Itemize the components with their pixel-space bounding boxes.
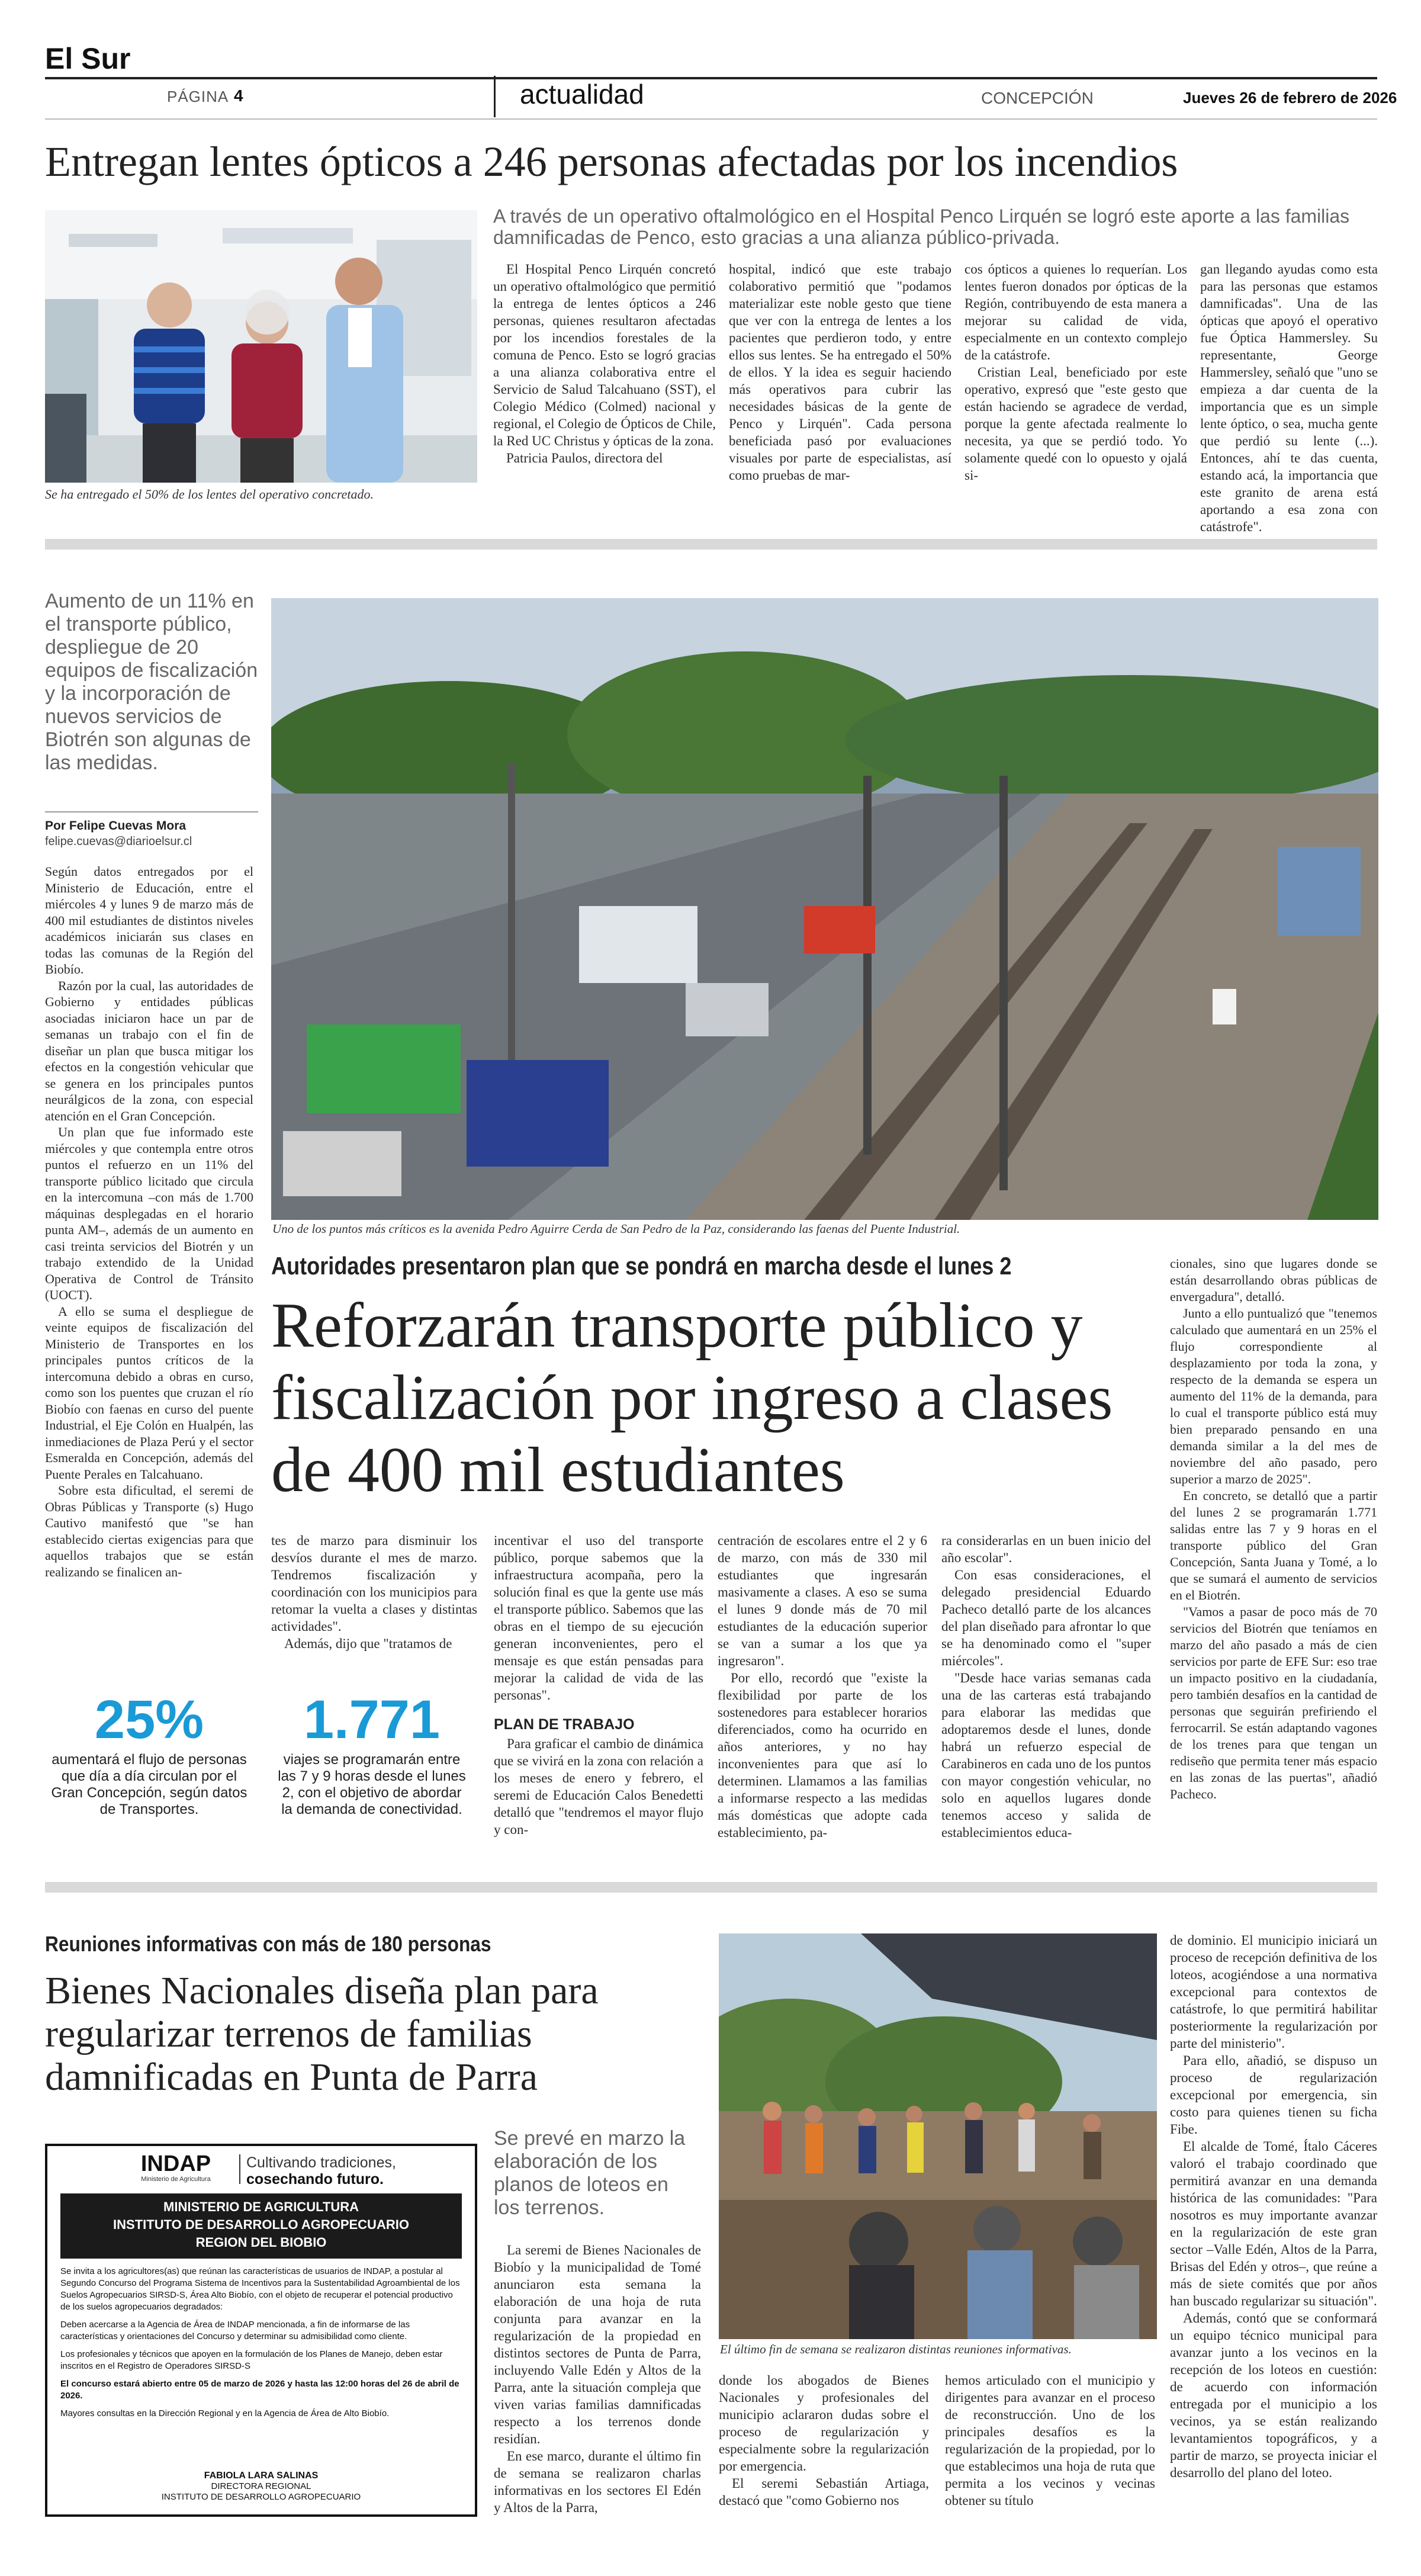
paragraph: "Vamos a pasar de poco más de 70 servicios del Biotrén que teníamos en marzo del año pasado a más de cien servicios por parte de EFE Sur: eso trae un impacto positivo en la ciudadanía, pero también desafíos en la cantidad de personas que seguirán prefiriendo el ferrocarril. Se están adaptando vagones de los trenes para que tengan un rediseño que permita tener más espacio en las zonas de las puertas", añadió Pacheco. <box>1170 1604 1377 1801</box>
paragraph: cos ópticos a quienes lo requerían. Los lentes fueron donados por ópticas de la Región, contribuyendo de esta manera a mejorar su calidad de vida, especialmente en un contexto complejo de la catástrofe. <box>965 262 1187 362</box>
article3-col1 <box>494 2241 701 2516</box>
stat2-text: viajes se programarán entre las 7 y 9 horas desde el lunes 2, con el objetivo de abordar la demanda de conectividad. <box>278 1752 466 1817</box>
page-label: PÁGINA <box>167 88 229 105</box>
stat2-value: 1.771 <box>303 1690 441 1750</box>
newspaper-name: El Sur <box>45 42 131 75</box>
ad-paragraph: Se invita a los agricultores(as) que reúnan las características de usuarios de INDAP, a postular al Segundo Concurso del Programa Sistema de Incentivos para la Sustentabilidad Agroambiental de los Suelos Agropecuarios SIRSD-S, Área Alto Biobío, con el objeto de recuperar el potencial productivo de los suelos agropecuarios degradados: <box>60 2266 460 2312</box>
byline-rule <box>45 811 258 812</box>
page-number: 4 <box>234 86 243 105</box>
ad-paragraph: Los profesionales y técnicos que apoyen en la formulación de los Planes de Manejo, deben estar inscritos en el Registro de Operadores SIRSD-S <box>60 2349 443 2371</box>
paragraph: centración de escolares entre el 2 y 6 de marzo, con más de 330 mil estudiantes que ingresarán masivamente a clases. A eso se suma el lunes 9 donde más de 70 mil estudiantes de la educación superior se van a sumar a los que ya ingresaron". <box>718 1533 927 1668</box>
ad-paragraph: El concurso estará abierto entre 05 de marzo de 2026 y hasta las 12:00 horas del 26 de abril de 2026. <box>60 2379 459 2401</box>
hospital-staff-photo <box>45 210 477 483</box>
article2-caption: Uno de los puntos más críticos es la avenida Pedro Aguirre Cerda de San Pedro de la Paz, considerando las faenas del Puente Industrial. <box>272 1222 960 1236</box>
article2-photo <box>271 598 1378 1220</box>
paragraph: En ese marco, durante el último fin de semana se realizaron charlas informativas en los sectores El Edén y Altos de la Parra, <box>494 2449 701 2515</box>
section-divider <box>494 76 496 117</box>
ad-sign-role2: INSTITUTO DE DESARROLLO AGROPECUARIO <box>161 2492 361 2502</box>
article1-col4 <box>1200 261 1378 535</box>
article3-caption: El último fin de semana se realizaron distintas reuniones informativas. <box>720 2342 1072 2356</box>
city-label: CONCEPCIÓN <box>981 89 1094 107</box>
paragraph: Para graficar el cambio de dinámica que se vivirá en la zona con relación a los meses de enero y febrero, el seremi de Educación Calos Benedetti detalló que "tendremos el mayor flujo y con- <box>494 1736 703 1837</box>
indap-logo-sub: Ministerio de Agricultura <box>141 2176 211 2183</box>
paragraph: En concreto, se detalló que a partir del lunes 2 se programarán 1.771 salidas entre las 7 y 9 horas en el transporte público del Gran Concepción, Santa Juana y Tomé, a lo que se sumará el aumento de servicios en el Biotrén. <box>1170 1488 1377 1602</box>
article3-photo <box>719 1933 1157 2339</box>
paragraph: Con esas consideraciones, el delegado presidencial Eduardo Pacheco detalló parte de los alcances del plan diseñado para afrontar lo que se ha denominado como el "super miércoles". <box>941 1568 1151 1668</box>
article1-col2 <box>729 261 951 484</box>
paragraph: Además, contó que se conformará un equipo técnico municipal para avanzar junto a los vecinos en la recepción de los loteos en cuestión: de acuerdo con información entregada por el municipio a los vecinos, ya se están realizando levantamientos topográficos, y a partir de marzo, se proyecta iniciar el desarrollo del plano del loteo. <box>1170 2311 1377 2480</box>
paragraph: cionales, sino que lugares donde se están desarrollando obras públicas de envergadura", detalló. <box>1170 1256 1377 1304</box>
paragraph: La seremi de Bienes Nacionales de Biobío y la municipalidad de Tomé anunciaron esta semana la elaboración de una hoja de ruta conjunta para avanzar en la regularización de la propiedad en distintos sectores de Punta de Parra, incluyendo Valle Edén y Altos de la Parra, ante la situación compleja que viven varias familias damnificadas respecto a los terrenos donde residían. <box>494 2243 701 2446</box>
paragraph: El alcalde de Tomé, Ítalo Cáceres valoró el trabajo coordinado que permitirá avanzar en una demanda histórica de las comunidades: "Para nosotros es muy importante avanzar en la regularización de este gran sector –Valle Edén, Altos de la Parra, Brisas del Edén y otros–, que reúne a más de siete comités que por años han buscado regularizar su situación". <box>1170 2139 1377 2308</box>
stat1-value: 25% <box>94 1690 204 1750</box>
community-meeting-photo <box>719 1933 1157 2339</box>
indap-slogan2: cosechando futuro. <box>246 2171 384 2188</box>
paragraph: Un plan que fue informado este miércoles y que contempla entre otros puntos el refuerzo en un 11% del transporte público licitado que circula en la intercomuna –con más de 1.700 máquinas desplegadas en el horario punta AM–, además de un aumento en casi treinta servicios del Biotrén y un trabajo extendido de la Unidad Operativa de Control de Tránsito (UOCT). <box>45 1125 253 1302</box>
article1-title: Entregan lentes ópticos a 246 personas afectadas por los incendios <box>45 138 1178 185</box>
article1-caption: Se ha entregado el 50% de los lentes del operativo concretado. <box>45 487 374 502</box>
article2-col6 <box>1170 1255 1377 1803</box>
ad-banner-line2: INSTITUTO DE DESARROLLO AGROPECUARIO <box>113 2217 409 2232</box>
indap-slogan1: Cultivando tradiciones, <box>246 2154 396 2171</box>
article3-title: Bienes Nacionales diseña plan para regularizar terrenos de familias damnificadas en Punta de Parra <box>45 1969 599 2099</box>
article2-col-left <box>45 863 253 1580</box>
paragraph: donde los abogados de Bienes Nacionales y profesionales del municipio aclararon dudas sobre el proceso de regularización y especialmente sobre la regularización por emergencia. <box>719 2373 929 2474</box>
paragraph: Junto a ello puntualizó que "tenemos calculado que aumentará en un 25% el flujo correspondiente al desplazamiento por toda la zona, y respecto de la demanda se espera un aumento del 11% de la demanda, para lo cual el transporte público está muy bien preparado pensando en una demanda similar a la del mes de noviembre del año pasado, pero superior a marzo de 2025". <box>1170 1306 1377 1486</box>
article1-photo <box>45 210 477 483</box>
paragraph: "Desde hace varias semanas cada una de las carteras está trabajando para elaborar las medidas que adoptaremos desde el lunes, donde habrá un refuerzo especial de Carabineros en cada uno de los puntos con mayor congestión vehicular, no solo en aquellos lugares donde tenemos acceso y salida de establecimientos educa- <box>941 1671 1151 1840</box>
paragraph: Sobre esta dificultad, el seremi de Obras Públicas y Transporte (s) Hugo Cautivo manifestó que "se han establecido ciertas exigencias para que aquellos trabajos que se están realizando se finalicen an- <box>45 1483 253 1579</box>
article2-col5 <box>941 1532 1151 1841</box>
date-label: Jueves 26 de febrero de 2026 <box>1183 89 1397 107</box>
ad-banner-line3: REGION DEL BIOBIO <box>195 2235 327 2250</box>
section-name: actualidad <box>520 79 644 110</box>
article2-sidebar-lead: Aumento de un 11% en el transporte público, despliegue de 20 equipos de fiscalización y la incorporación de nuevos servicios de Biotrén son algunas de las medidas. <box>45 590 258 774</box>
paragraph: incentivar el uso del transporte público, porque sabemos que la infraestructura acompaña, pero la solución final es que la gente use más el transporte público. Sabemos que las obras en el tiempo de su ejecución generan inconvenientes, pero el mensaje es que están pensadas para mejorar la calidad de vida de las personas". <box>494 1533 703 1703</box>
article1-lead: A través de un operativo oftalmológico en el Hospital Penco Lirquén se logró este aporte a las familias damnificadas de Penco, esto gracias a una alianza público-privada. <box>493 205 1350 248</box>
paragraph: Cristian Leal, beneficiado por este operativo, expresó que "este gesto que están haciendo se agradece de verdad, porque la gente afectada realmente lo necesita, ya que se perdió todo. Yo solamente quedé con lo opuesto y ojalá si- <box>965 365 1187 483</box>
ad-sign-role1: DIRECTORA REGIONAL <box>211 2481 311 2491</box>
article2-col2 <box>271 1532 477 1652</box>
article3-kicker: Reuniones informativas con más de 180 personas <box>45 1932 491 1956</box>
logo-divider <box>239 2154 240 2184</box>
article3-col3 <box>945 2372 1155 2509</box>
header-rule <box>45 77 1377 79</box>
indap-ad <box>45 2144 477 2517</box>
paragraph: Por ello, recordó que "existe la flexibilidad por parte de los sostenedores para establecer horarios diferenciados, como ha ocurrido en años anteriores, y no hay inconvenientes para que así lo determinen. Llamamos a las familias a informarse respecto a las medidas más domésticas que adopte cada establecimiento, pa- <box>718 1671 927 1840</box>
paragraph: Para ello, añadió, se dispuso un proceso de regularización excepcional por emergencia, sin costo para quienes tienen su ficha Fibe. <box>1170 2053 1377 2137</box>
paragraph: Además, dijo que "tratamos de <box>284 1636 452 1651</box>
ad-banner-line1: MINISTERIO DE AGRICULTURA <box>163 2199 359 2214</box>
ad-paragraph: Deben acercarse a la Agencia de Área de INDAP mencionada, a fin de informarse de las características y orientaciones del Concurso y determinar su admisibilidad como cliente. <box>60 2320 410 2341</box>
ad-signature <box>47 2471 475 2503</box>
section-separator <box>45 1882 1377 1893</box>
paragraph: hemos articulado con el municipio y dirigentes para avanzar en el proceso de reconstrucción. Uno de los principales desafíos es la regularización de la propiedad, por lo que establecimos una hoja de ruta que permita a los vecinos y vecinas obtener su título <box>945 2373 1155 2508</box>
article2-col3b <box>494 1735 703 1838</box>
indap-logo-text: INDAP <box>140 2151 211 2176</box>
article2-col4 <box>718 1532 927 1841</box>
article2-col3 <box>494 1532 703 1704</box>
paragraph: ra considerarlas en un buen inicio del año escolar". <box>941 1533 1151 1565</box>
article2-email: felipe.cuevas@diarioelsur.cl <box>45 835 192 848</box>
paragraph: El Hospital Penco Lirquén concretó un operativo oftalmológico que permitió la entrega de lentes ópticos a 246 personas, quienes resultaron afectadas por los incendios forestales de la comuna de Penco. Esto se logró gracias a una alianza colaborativa entre el Servicio de Salud Talcahuano (SST), el Colegio Médico (Colmed) nacional y regional, el Colegio de Ópticos de Chile, la Red UC Christus y ópticas de la zona. <box>493 262 716 448</box>
paragraph: El seremi Sebastián Artiaga, destacó que "como Gobierno nos <box>719 2476 929 2508</box>
indap-logo <box>114 2152 238 2183</box>
stat1-text: aumentará el flujo de personas que día a día circulan por el Gran Concepción, según datos de Transportes. <box>51 1752 247 1817</box>
ad-body <box>60 2266 462 2426</box>
header-bottom-rule <box>45 118 1377 120</box>
ad-paragraph: Mayores consultas en la Dirección Regional y en la Agencia de Área de Alto Biobío. <box>60 2408 390 2418</box>
ad-sign-name: FABIOLA LARA SALINAS <box>204 2471 319 2481</box>
article2-title: Reforzarán transporte público y fiscalización por ingreso a clases de 400 mil estudiantes <box>271 1290 1113 1505</box>
article3-col2 <box>719 2372 929 2509</box>
article2-subhead: PLAN DE TRABAJO <box>494 1716 635 1733</box>
article2-byline: Por Felipe Cuevas Mora <box>45 819 187 833</box>
article1-col1 <box>493 261 716 467</box>
traffic-rail-photo <box>271 598 1378 1220</box>
article1-col3 <box>965 261 1187 484</box>
paragraph: de dominio. El municipio iniciará un proceso de recepción definitiva de los loteos, acogiéndose a una normativa excepcional para contextos de catástrofe, lo que permitirá habilitar posteriormente la regularización por parte del ministerio". <box>1170 1933 1377 2051</box>
paragraph: tes de marzo para disminuir los desvíos durante el mes de marzo. Tendremos fiscalización y coordinación con los municipios para retomar la vuelta a clases y distintas actividades". <box>271 1533 477 1634</box>
paragraph: Patricia Paulos, directora del <box>506 451 663 465</box>
paragraph: A ello se suma el despliegue de veinte equipos de fiscalización del Ministerio de Transportes en los principales puntos críticos de la intercomuna debido a obras en curso, como son los puentes que cruzan el río Biobío con faenas en curso del puente Industrial, el Eje Colón en Hualpén, las inmediaciones de Plaza Perú y el sector Esmeralda en Concepción, además del Puente Perales en Talcahuano. <box>45 1303 253 1482</box>
article3-lead: Se prevé en marzo la elaboración de los planos de loteos en los terrenos. <box>494 2127 686 2219</box>
paragraph: Según datos entregados por el Ministerio de Educación, entre el miércoles 4 y lunes 9 de marzo más de 400 mil estudiantes de distintos niveles académicos iniciarán sus clases en todas las comunas de la Región del Biobío. <box>45 864 253 977</box>
section-separator <box>45 539 1377 550</box>
ad-banner <box>60 2193 462 2259</box>
article3-col4 <box>1170 1932 1377 2481</box>
paragraph: hospital, indicó que este trabajo colaborativo permitió que "podamos materializar este noble gesto que tiene que ver con la entrega de lentes a los pacientes que perdieron todo, y entre ellos sus lentes. Se ha entregado el 50% de ellos. Y la idea es seguir haciendo más operativos para cubrir las necesidades básicas de la gente de Penco y Lirquén". Cada persona beneficiada pasó por evaluaciones visuales por parte de especialistas, así como pruebas de mar- <box>729 262 951 483</box>
article2-kicker: Autoridades presentaron plan que se pondrá en marcha desde el lunes 2 <box>271 1252 1012 1280</box>
paragraph: Razón por la cual, las autoridades de Gobierno y entidades públicas asociadas iniciaron hace un par de semanas un trabajo con el fin de diseñar un plan que busca mitigar los efectos en la congestión vehicular que se genera en los principales puntos neurálgicos de la zona, con especial atención en el Gran Concepción. <box>45 978 253 1123</box>
paragraph: gan llegando ayudas como esta para las personas que estamos damnificadas". Una de las ópticas que apoyó el operativo fue Óptica Hammersley. Su representante, George Hammersley, señaló que "uno se empieza a dar cuenta de la importancia que es un simple lente óptico, o sea, mucha gente que perdió su lente (...). Entonces, ahí te das cuenta, estando acá, la importancia que este granito de arena está aportando a esa zona con catástrofe". <box>1200 262 1378 534</box>
